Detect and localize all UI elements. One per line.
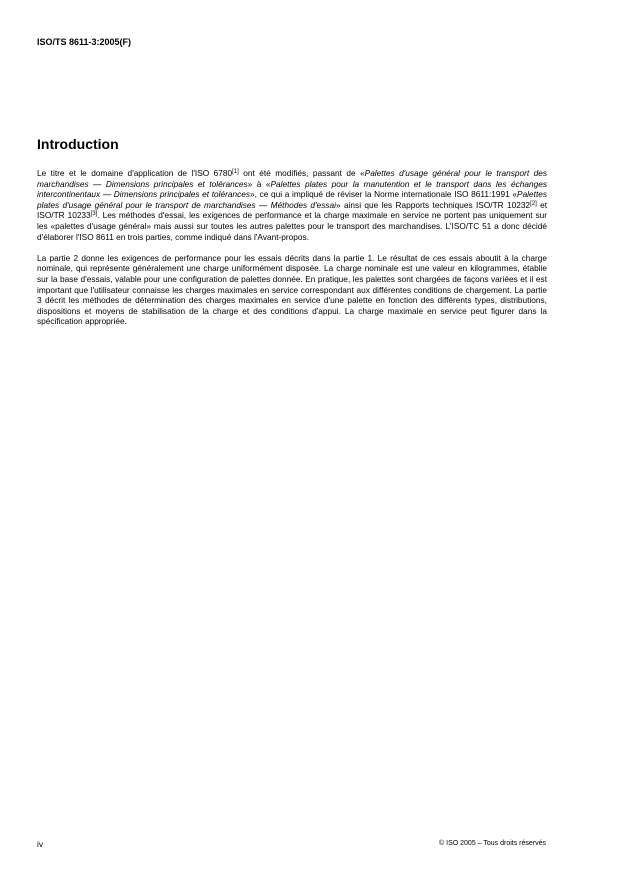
reference-2: [2] <box>530 200 537 207</box>
p1-text-2: ont été modifiés, passant de « <box>238 168 365 178</box>
p1-text-5: » ainsi que les Rapports techniques ISO/TR 10232 <box>336 199 531 210</box>
page-number: iv <box>37 839 44 849</box>
p1-text-6: et ISO/TR 10233 <box>37 199 547 221</box>
p1-text-3: » à « <box>247 178 271 189</box>
paragraph-2: La partie 2 donne les exigences de performance pour les essais décrits dans la partie 1. Le résultat de ces essais aboutit à la charge nominale, qui représente généralement une charge uniformément disposée. La charge nominale est une valeur en kilogrammes, établie sur la base d'essais, valable pour une configuration de palettes donnée. En pratique, les palettes sont chargées de façons variées et il est important que l'utilisateur connaisse les charges maximales en service correspondant aux différentes conditions de chargement. La partie 3 décrit les méthodes de détermination des charges maximales en service d'une palette en fonction des différents types, distributions, dispositions et moyens de stabilisation de la charge et des conditions d'appui. La charge maximale en service peut figurer dans la spécification appropriée. <box>37 252 547 327</box>
document-header-id: ISO/TS 8611-3:2005(F) <box>37 37 132 47</box>
p1-text-7: . Les méthodes d'essai, les exigences de performance et la charge maximale en service ne portent pas uniquement sur les «palettes d'usage général» mais aussi sur toutes les autres palettes pour le transport des marchandises. L'ISO/TC 51 a donc décidé d'élaborer l'ISO 8611 en trois parties, comme indiqué dans l'Avant-propos. <box>37 210 547 242</box>
body-text <box>37 168 547 338</box>
reference-3: [3] <box>90 211 98 218</box>
reference-1: [1] <box>232 169 239 175</box>
p1-text-4: », ce qui a impliqué de réviser la Norme internationale ISO 8611:1991 « <box>250 189 518 200</box>
copyright-notice: © ISO 2005 – Tous droits réservés <box>439 840 546 847</box>
p1-title-3: Palettes plates d'usage général pour le transport de marchandises — Méthodes d'essai <box>37 189 548 210</box>
paragraph-1 <box>37 168 547 242</box>
p1-title-1: Palettes d'usage général pour le transport des marchandises — Dimensions principales et tolérances <box>37 168 547 189</box>
section-title: Introduction <box>37 136 119 152</box>
p1-text-1: Le titre et le domaine d'application de l'ISO 6780 <box>37 168 233 178</box>
p1-title-2: Palettes plates pour la manutention et le transport dans les échanges intercontinentaux — Dimensions principales et tolérances <box>37 178 547 200</box>
